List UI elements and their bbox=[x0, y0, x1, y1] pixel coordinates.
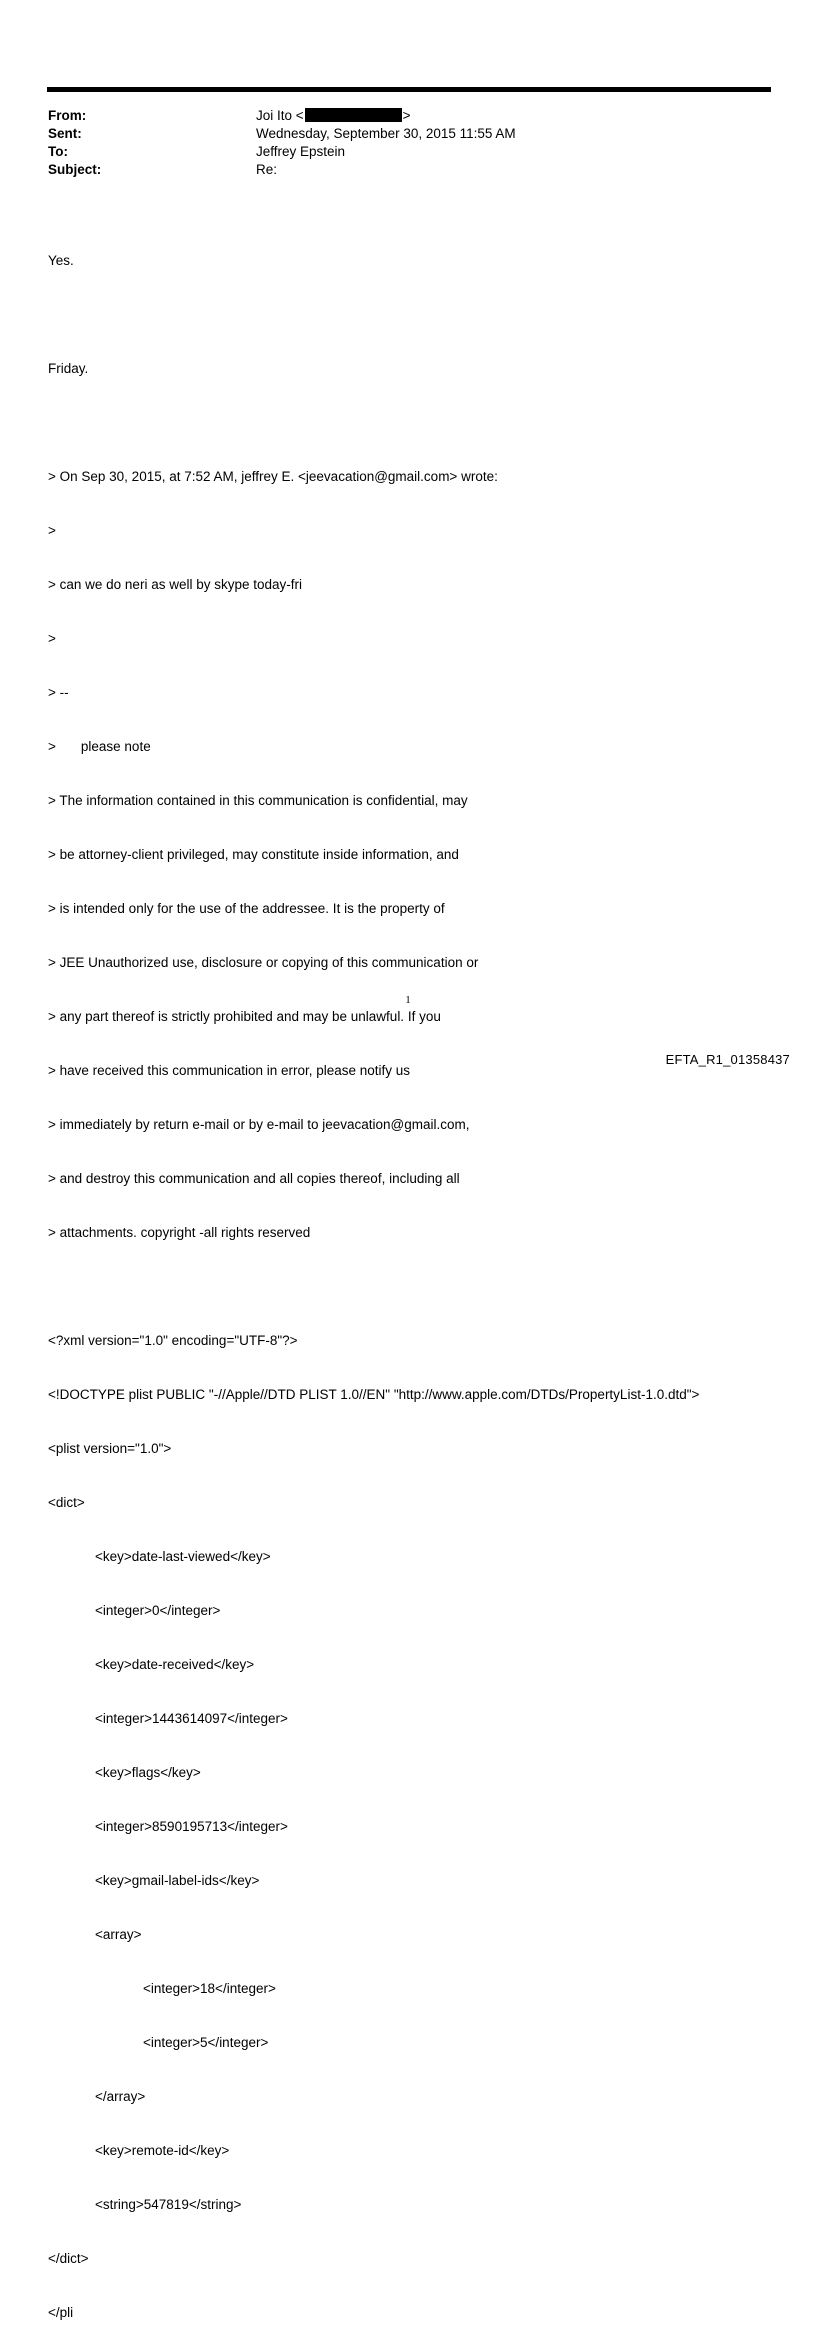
please-note: please note bbox=[80, 739, 151, 754]
disclaimer-line: > any part thereof is strictly prohibited and may be unlawful. If you bbox=[48, 1009, 441, 1024]
from-name: Joi Ito < bbox=[256, 108, 304, 123]
plist-line: <integer>0</integer> bbox=[95, 1603, 221, 1618]
email-body bbox=[48, 216, 748, 2340]
subject-value: Re: bbox=[256, 162, 278, 177]
plist-line: </array> bbox=[95, 2089, 146, 2104]
to-label: To: bbox=[48, 144, 68, 159]
disclaimer-line: > immediately by return e-mail or by e-mail to jeevacation@gmail.com, bbox=[48, 1117, 470, 1132]
from-label: From: bbox=[48, 108, 87, 123]
reply-line: Yes. bbox=[48, 253, 74, 268]
quote-attribution: > On Sep 30, 2015, at 7:52 AM, jeffrey E. <jeevacation@gmail.com> wrote: bbox=[48, 469, 498, 484]
quote-prefix: > bbox=[48, 739, 56, 754]
disclaimer-line: > The information contained in this communication is confidential, may bbox=[48, 793, 468, 808]
reply-line: Friday. bbox=[48, 361, 89, 376]
quote-line: > -- bbox=[48, 685, 69, 700]
email-header bbox=[48, 107, 768, 179]
from-row bbox=[48, 107, 768, 125]
plist-line: <key>date-received</key> bbox=[95, 1657, 255, 1672]
quote-line: > can we do neri as well by skype today-fri bbox=[48, 577, 302, 592]
plist-line: <dict> bbox=[48, 1495, 85, 1510]
plist-line: <key>flags</key> bbox=[95, 1765, 201, 1780]
subject-row bbox=[48, 161, 768, 179]
plist-line: <integer>8590195713</integer> bbox=[95, 1819, 288, 1834]
plist-line: <plist version="1.0"> bbox=[48, 1441, 172, 1456]
disclaimer-line: > be attorney-client privileged, may constitute inside information, and bbox=[48, 847, 459, 862]
redaction-block bbox=[305, 108, 402, 122]
plist-line: <?xml version="1.0" encoding="UTF-8"?> bbox=[48, 1333, 298, 1348]
plist-line: <key>date-last-viewed</key> bbox=[95, 1549, 271, 1564]
subject-label: Subject: bbox=[48, 162, 102, 177]
disclaimer-line: > JEE Unauthorized use, disclosure or copying of this communication or bbox=[48, 955, 479, 970]
quote-line: > bbox=[48, 631, 56, 646]
plist-line: <integer>5</integer> bbox=[143, 2035, 269, 2050]
sent-value: Wednesday, September 30, 2015 11:55 AM bbox=[256, 126, 516, 141]
plist-line: <string>547819</string> bbox=[95, 2197, 242, 2212]
header-rule bbox=[47, 87, 771, 92]
to-row bbox=[48, 143, 768, 161]
sent-label: Sent: bbox=[48, 126, 82, 141]
to-value: Jeffrey Epstein bbox=[256, 144, 346, 159]
plist-line: <key>gmail-label-ids</key> bbox=[95, 1873, 260, 1888]
document-id: EFTA_R1_01358437 bbox=[665, 1052, 790, 1067]
disclaimer-line: > have received this communication in error, please notify us bbox=[48, 1063, 411, 1078]
plist-line: </pli bbox=[48, 2305, 74, 2320]
plist-line: <integer>18</integer> bbox=[143, 1981, 276, 1996]
plist-line: <array> bbox=[95, 1927, 142, 1942]
sent-row bbox=[48, 125, 768, 143]
quote-line: > bbox=[48, 523, 56, 538]
disclaimer-line: > attachments. copyright -all rights reserved bbox=[48, 1225, 311, 1240]
disclaimer-line: > and destroy this communication and all copies thereof, including all bbox=[48, 1171, 460, 1186]
from-close: > bbox=[402, 108, 411, 123]
from-value bbox=[256, 107, 768, 125]
disclaimer-line: > is intended only for the use of the addressee. It is the property of bbox=[48, 901, 445, 916]
page-number: 1 bbox=[405, 994, 411, 1006]
plist-line: </dict> bbox=[48, 2251, 89, 2266]
plist-line: <integer>1443614097</integer> bbox=[95, 1711, 288, 1726]
quote-line bbox=[48, 738, 748, 756]
plist-line: <key>remote-id</key> bbox=[95, 2143, 230, 2158]
plist-line: <!DOCTYPE plist PUBLIC "-//Apple//DTD PLIST 1.0//EN" "http://www.apple.com/DTDs/PropertyList-1.0.dtd"> bbox=[48, 1387, 700, 1402]
